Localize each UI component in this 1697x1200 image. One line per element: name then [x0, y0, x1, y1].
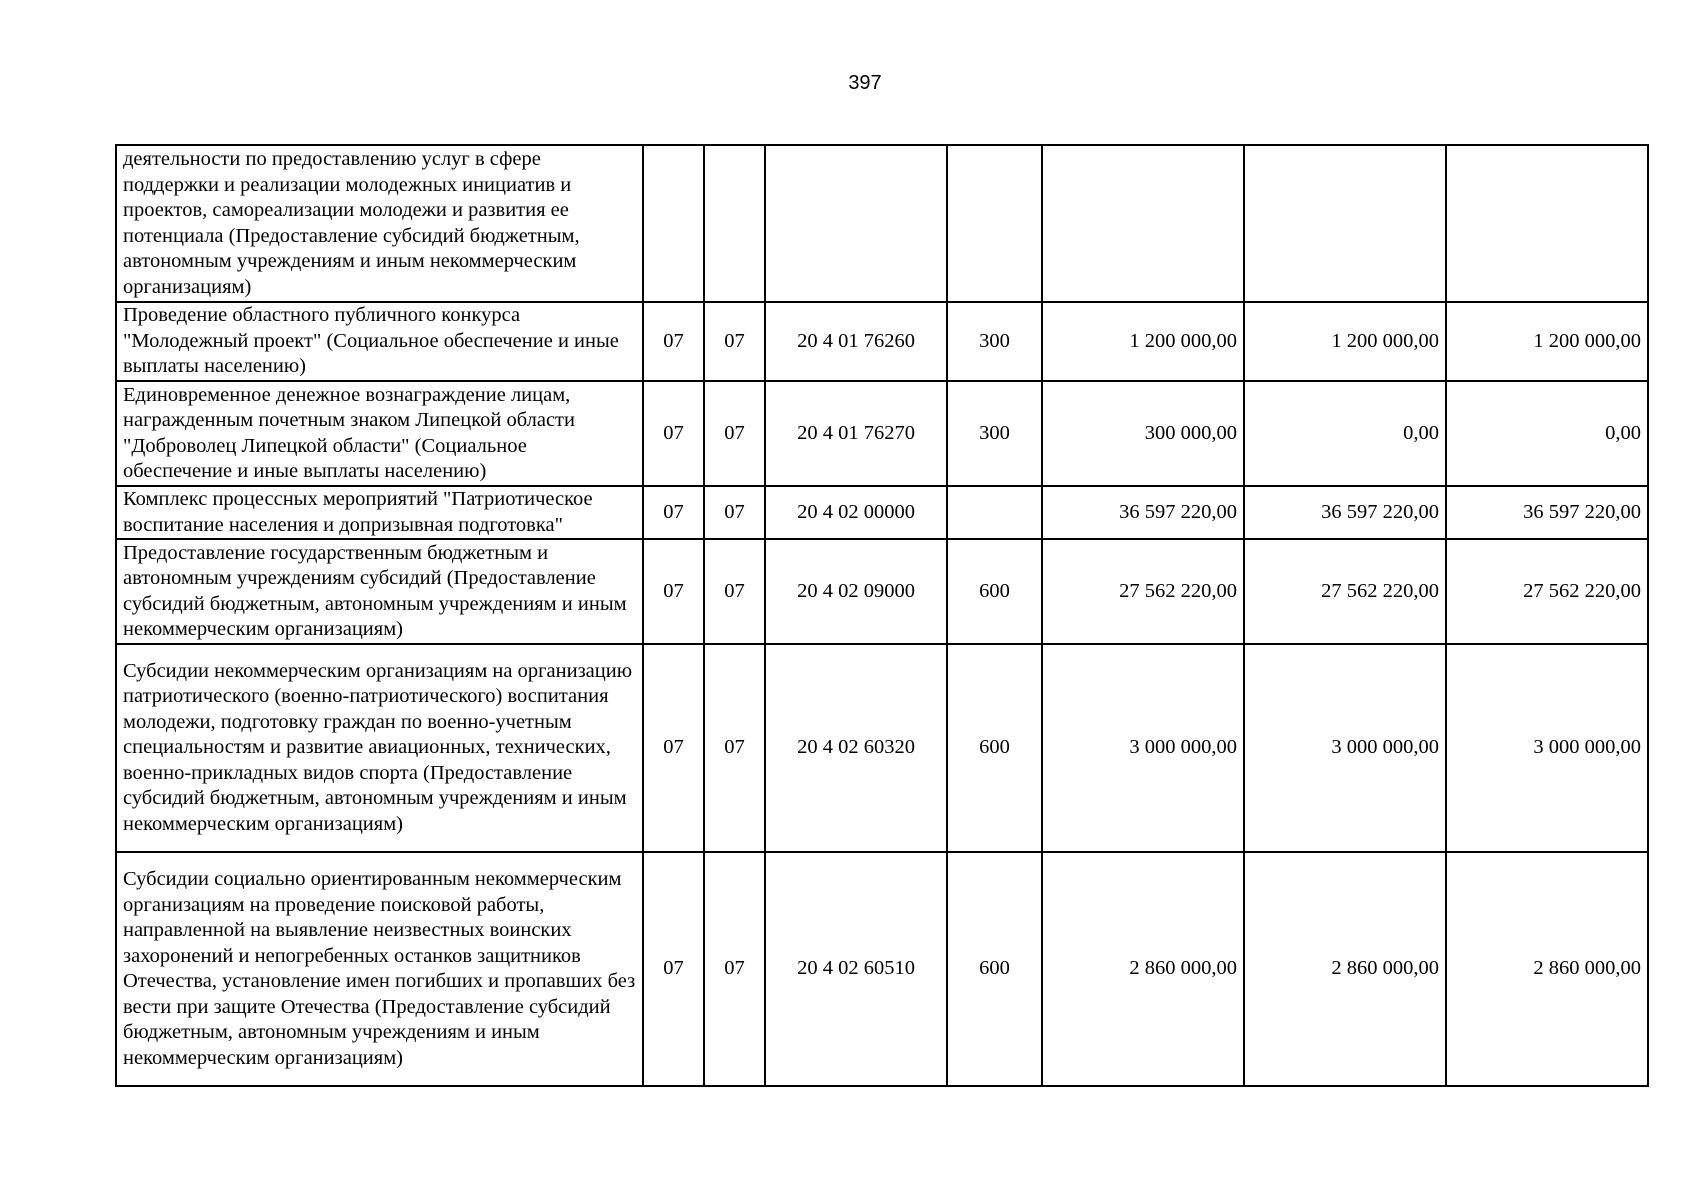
- description-cell: Предоставление государственным бюджетным и автономным учреждениям субсидий (Предоставление субсидий бюджетным, автономным учреждениям и иным некоммерческим организациям): [116, 539, 643, 644]
- expense-type-cell: [947, 145, 1042, 302]
- expense-type-cell: [947, 486, 1042, 539]
- amount-1-cell: 1 200 000,00: [1042, 302, 1244, 381]
- section-cell: 07: [643, 644, 704, 852]
- budget-table: [115, 144, 1649, 1087]
- amount-1-cell: 3 000 000,00: [1042, 644, 1244, 852]
- amount-2-cell: 0,00: [1244, 381, 1446, 486]
- expense-type-cell: 300: [947, 302, 1042, 381]
- amount-3-cell: 27 562 220,00: [1446, 539, 1648, 644]
- target-article-cell: 20 4 02 60320: [765, 644, 947, 852]
- amount-3-cell: [1446, 145, 1648, 302]
- amount-1-cell: 300 000,00: [1042, 381, 1244, 486]
- target-article-cell: 20 4 02 09000: [765, 539, 947, 644]
- subsection-cell: 07: [704, 486, 765, 539]
- section-cell: 07: [643, 381, 704, 486]
- subsection-cell: [704, 145, 765, 302]
- expense-type-cell: 600: [947, 644, 1042, 852]
- table-row: [116, 539, 1648, 644]
- target-article-cell: 20 4 02 00000: [765, 486, 947, 539]
- target-article-cell: 20 4 01 76260: [765, 302, 947, 381]
- amount-2-cell: 27 562 220,00: [1244, 539, 1446, 644]
- amount-2-cell: 1 200 000,00: [1244, 302, 1446, 381]
- description-cell: Субсидии социально ориентированным некоммерческим организациям на проведение поисковой работы, направленной на выявление неизвестных воинских захоронений и непогребенных останков защитников Отечества, установление имен погибших и пропавших без вести при защите Отечества (Предоставление субсидий бюджетным, автономным учреждениям и иным некоммерческим организациям): [116, 852, 643, 1086]
- amount-3-cell: 36 597 220,00: [1446, 486, 1648, 539]
- subsection-cell: 07: [704, 302, 765, 381]
- amount-1-cell: 27 562 220,00: [1042, 539, 1244, 644]
- page-number: 397: [848, 72, 882, 94]
- section-cell: [643, 145, 704, 302]
- description-cell: Комплекс процессных мероприятий "Патриотическое воспитание населения и допризывная подготовка": [116, 486, 643, 539]
- description-cell: Субсидии некоммерческим организациям на организацию патриотического (военно-патриотического) воспитания молодежи, подготовку граждан по военно-учетным специальностям и развитие авиационных, технических, военно-прикладных видов спорта (Предоставление субсидий бюджетным, автономным учреждениям и иным некоммерческим организациям): [116, 644, 643, 852]
- description-cell: Проведение областного публичного конкурса "Молодежный проект" (Социальное обеспечение и иные выплаты населению): [116, 302, 643, 381]
- section-cell: 07: [643, 852, 704, 1086]
- target-article-cell: 20 4 02 60510: [765, 852, 947, 1086]
- amount-2-cell: 3 000 000,00: [1244, 644, 1446, 852]
- table-row: [116, 381, 1648, 486]
- amount-1-cell: 36 597 220,00: [1042, 486, 1244, 539]
- expense-type-cell: 300: [947, 381, 1042, 486]
- description-cell: Единовременное денежное вознаграждение лицам, награжденным почетным знаком Липецкой области "Доброволец Липецкой области" (Социальное обеспечение и иные выплаты населению): [116, 381, 643, 486]
- description-cell: деятельности по предоставлению услуг в сфере поддержки и реализации молодежных инициатив и проектов, самореализации молодежи и развития ее потенциала (Предоставление субсидий бюджетным, автономным учреждениям и иным некоммерческим организациям): [116, 145, 643, 302]
- section-cell: 07: [643, 486, 704, 539]
- table-row: [116, 302, 1648, 381]
- table-row: [116, 852, 1648, 1086]
- expense-type-cell: 600: [947, 539, 1042, 644]
- amount-2-cell: 36 597 220,00: [1244, 486, 1446, 539]
- section-cell: 07: [643, 539, 704, 644]
- amount-3-cell: 1 200 000,00: [1446, 302, 1648, 381]
- subsection-cell: 07: [704, 539, 765, 644]
- amount-3-cell: 0,00: [1446, 381, 1648, 486]
- subsection-cell: 07: [704, 852, 765, 1086]
- table-row: [116, 145, 1648, 302]
- table-row: [116, 486, 1648, 539]
- amount-2-cell: [1244, 145, 1446, 302]
- subsection-cell: 07: [704, 381, 765, 486]
- subsection-cell: 07: [704, 644, 765, 852]
- expense-type-cell: 600: [947, 852, 1042, 1086]
- amount-3-cell: 2 860 000,00: [1446, 852, 1648, 1086]
- amount-2-cell: 2 860 000,00: [1244, 852, 1446, 1086]
- target-article-cell: [765, 145, 947, 302]
- target-article-cell: 20 4 01 76270: [765, 381, 947, 486]
- amount-1-cell: 2 860 000,00: [1042, 852, 1244, 1086]
- section-cell: 07: [643, 302, 704, 381]
- table-row: [116, 644, 1648, 852]
- amount-3-cell: 3 000 000,00: [1446, 644, 1648, 852]
- amount-1-cell: [1042, 145, 1244, 302]
